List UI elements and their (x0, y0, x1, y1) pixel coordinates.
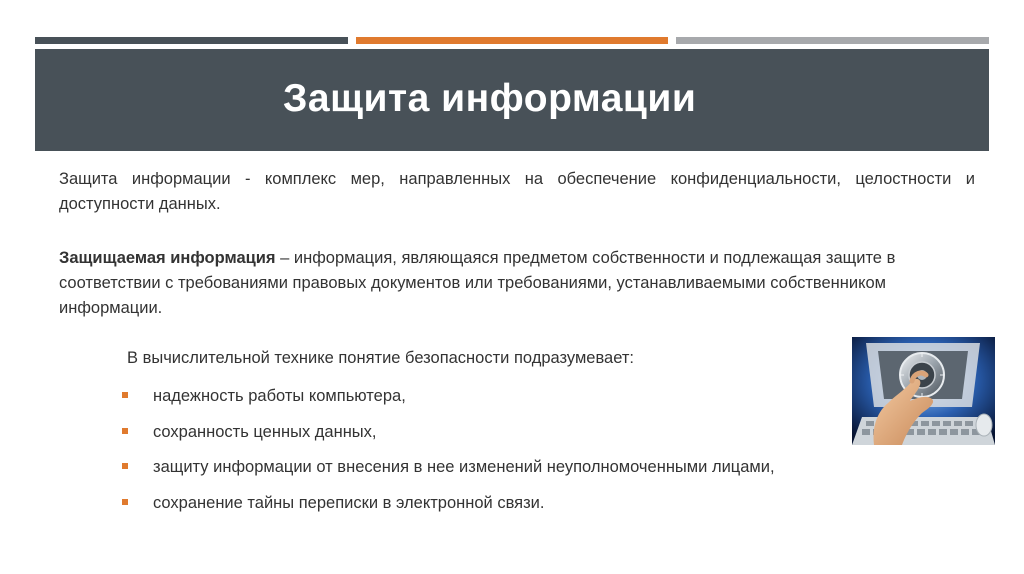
protected-info-definition: – информация, являющаяся предметом собственности и подлежащая защите в соответствии с требованиями правовых документов или требованиями, устанавливаемыми собственником информации. (59, 249, 896, 317)
top-bar-dark (35, 37, 348, 44)
security-intro: В вычислительной технике понятие безопасности подразумевает: (127, 349, 634, 367)
list-item: защиту информации от внесения в нее изменений неуполномоченными лицами, (122, 455, 775, 491)
protected-info-paragraph (59, 246, 975, 321)
definition-paragraph: Защита информации - комплекс мер, направленных на обеспечение конфиденциальности, целостности и доступности данных. (59, 170, 975, 213)
security-list (122, 384, 775, 526)
list-item: надежность работы компьютера, (122, 384, 775, 420)
bullet-square-icon (122, 428, 128, 434)
list-item: сохранение тайны переписки в электронной связи. (122, 491, 775, 527)
protected-info-term: Защищаемая информация (59, 249, 276, 267)
safe-dial-keyboard-icon (852, 337, 995, 445)
bullet-square-icon (122, 392, 128, 398)
top-bar-orange (356, 37, 668, 44)
top-bar-gray (676, 37, 989, 44)
list-item: сохранность ценных данных, (122, 420, 775, 456)
bullet-square-icon (122, 463, 128, 469)
slide-title: Защита информации (283, 77, 697, 120)
bullet-square-icon (122, 499, 128, 505)
